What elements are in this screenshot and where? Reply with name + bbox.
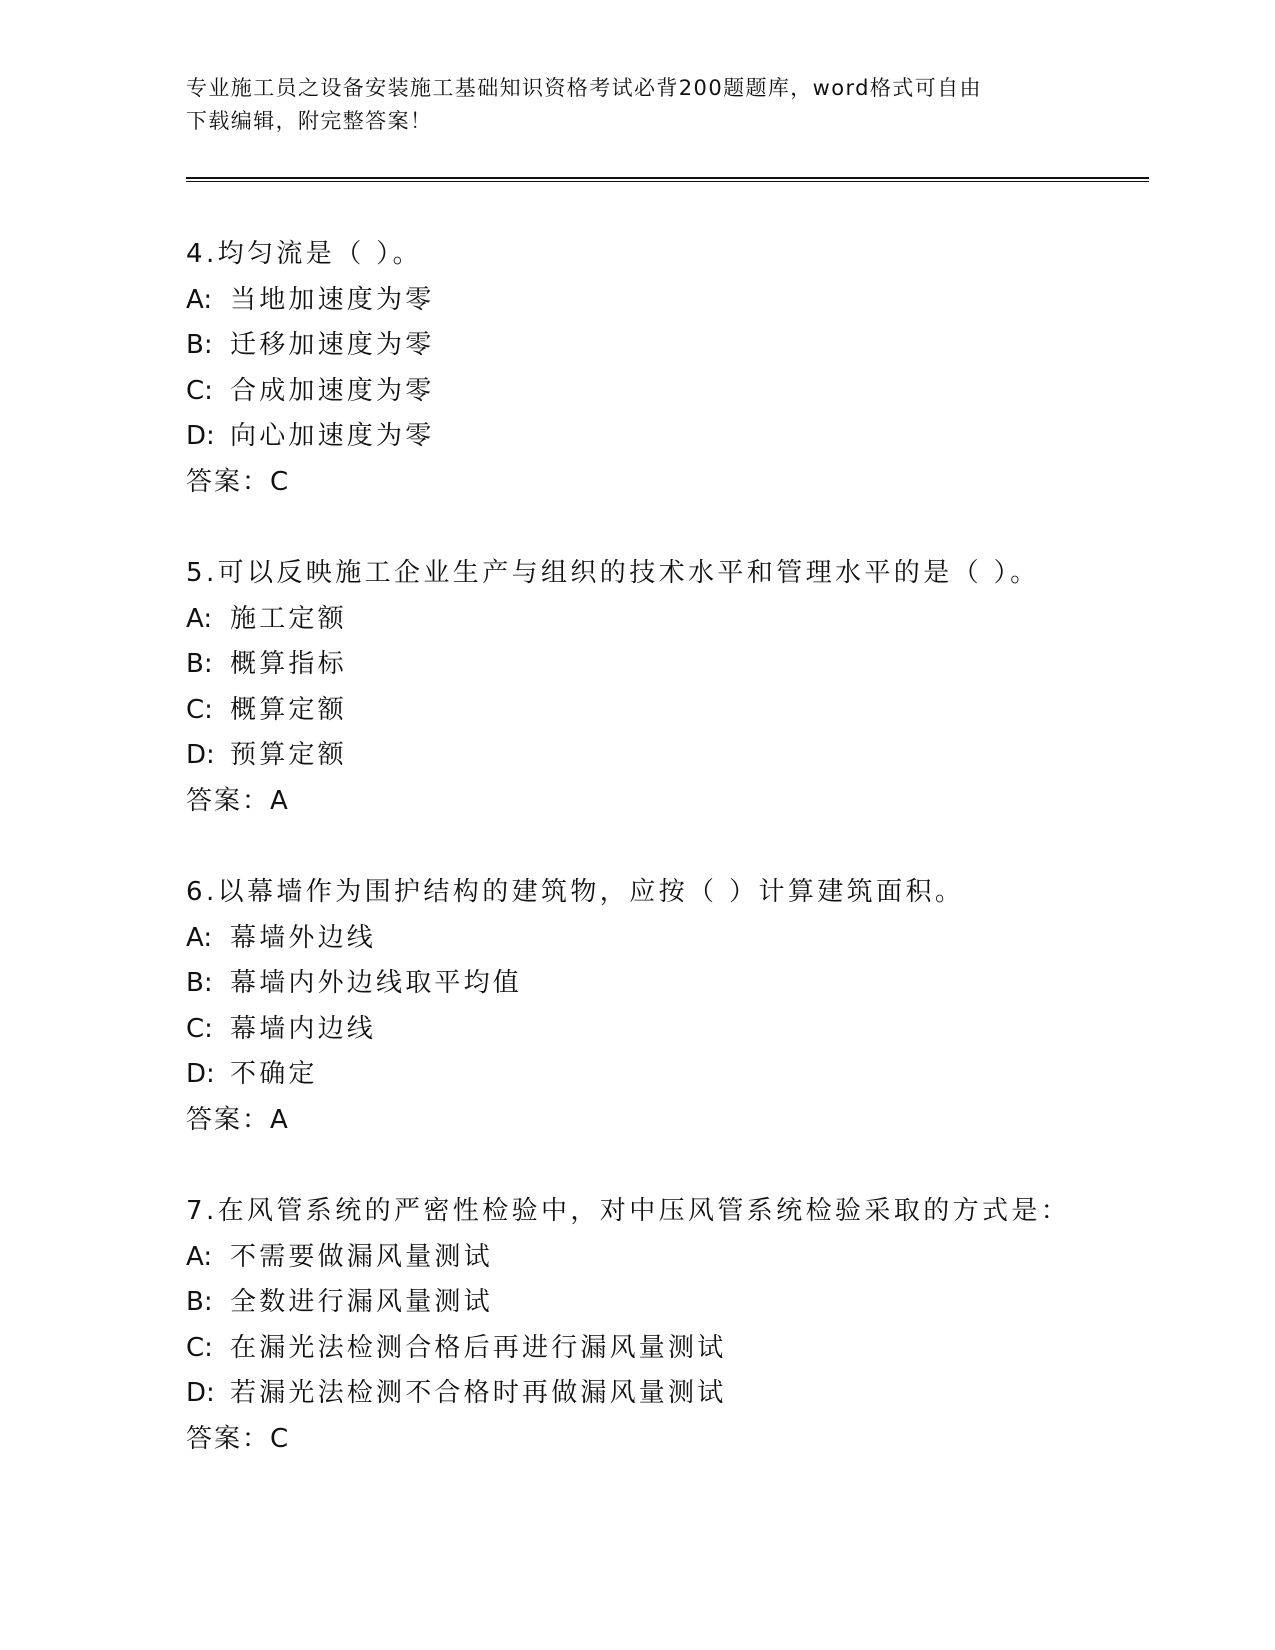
option-text: 不需要做漏风量测试 <box>230 1241 493 1272</box>
option-letter: A: <box>186 603 213 634</box>
option-text: 幕墙外边线 <box>230 922 377 953</box>
option-letter: D: <box>186 1059 215 1089</box>
option-b <box>186 961 1126 1007</box>
question-4 <box>186 232 1126 551</box>
option-text: 全数进行漏风量测试 <box>230 1287 493 1317</box>
question-6 <box>186 870 1126 1189</box>
option-a <box>186 278 1126 324</box>
header-line-1: 专业施工员之设备安装施工基础知识资格考试必背200题题库，word格式可自由 <box>186 76 982 100</box>
option-text: 不确定 <box>230 1059 318 1089</box>
question-5 <box>186 551 1126 870</box>
option-letter: D: <box>186 740 215 770</box>
option-text: 幕墙内外边线取平均值 <box>230 968 523 998</box>
option-text: 若漏光法检测不合格时再做漏风量测试 <box>230 1378 727 1408</box>
option-letter: A: <box>186 284 213 315</box>
option-letter: D: <box>186 1378 215 1408</box>
question-7 <box>186 1189 1126 1508</box>
question-stem: 6.以幕墙作为围护结构的建筑物，应按（ ）计算建筑面积。 <box>186 877 965 907</box>
option-letter: B: <box>186 649 213 679</box>
option-text: 幕墙内边线 <box>230 1013 377 1044</box>
option-a <box>186 916 1126 962</box>
option-letter: C: <box>186 1332 213 1363</box>
document-header <box>186 72 1066 138</box>
question-list <box>186 232 1126 1508</box>
option-letter: A: <box>186 922 213 953</box>
option-letter: C: <box>186 694 213 725</box>
header-divider <box>186 177 1149 182</box>
option-text: 预算定额 <box>230 740 347 770</box>
option-text: 施工定额 <box>230 603 347 634</box>
option-letter: D: <box>186 421 215 451</box>
header-line-2: 下载编辑，附完整答案！ <box>186 109 433 133</box>
option-text: 概算指标 <box>230 649 347 679</box>
answer-line: 答案：C <box>186 466 291 497</box>
answer-line: 答案：C <box>186 1423 291 1454</box>
option-letter: C: <box>186 1013 213 1044</box>
question-stem: 7.在风管系统的严密性检验中，对中压风管系统检验采取的方式是： <box>186 1196 1071 1226</box>
option-c <box>186 1326 1126 1372</box>
option-text: 在漏光法检测合格后再进行漏风量测试 <box>230 1332 727 1363</box>
option-b <box>186 1280 1126 1326</box>
option-text: 当地加速度为零 <box>230 284 435 315</box>
option-c <box>186 1007 1126 1053</box>
option-b <box>186 642 1126 688</box>
option-text: 迁移加速度为零 <box>230 330 435 360</box>
option-a <box>186 1235 1126 1281</box>
option-d <box>186 1371 1126 1417</box>
question-stem: 4.均匀流是（ ）。 <box>186 239 423 269</box>
option-letter: B: <box>186 968 213 998</box>
option-letter: A: <box>186 1241 213 1272</box>
option-text: 概算定额 <box>230 694 347 725</box>
option-letter: B: <box>186 1287 213 1317</box>
option-d <box>186 414 1126 460</box>
option-c <box>186 688 1126 734</box>
option-text: 向心加速度为零 <box>230 421 435 451</box>
option-letter: C: <box>186 375 213 406</box>
answer-line: 答案：A <box>186 1104 290 1135</box>
option-text: 合成加速度为零 <box>230 375 435 406</box>
option-c <box>186 369 1126 415</box>
option-d <box>186 733 1126 779</box>
option-b <box>186 323 1126 369</box>
question-stem: 5.可以反映施工企业生产与组织的技术水平和管理水平的是（ ）。 <box>186 558 1040 588</box>
option-a <box>186 597 1126 643</box>
option-d <box>186 1052 1126 1098</box>
answer-line: 答案：A <box>186 785 290 816</box>
option-letter: B: <box>186 330 213 360</box>
